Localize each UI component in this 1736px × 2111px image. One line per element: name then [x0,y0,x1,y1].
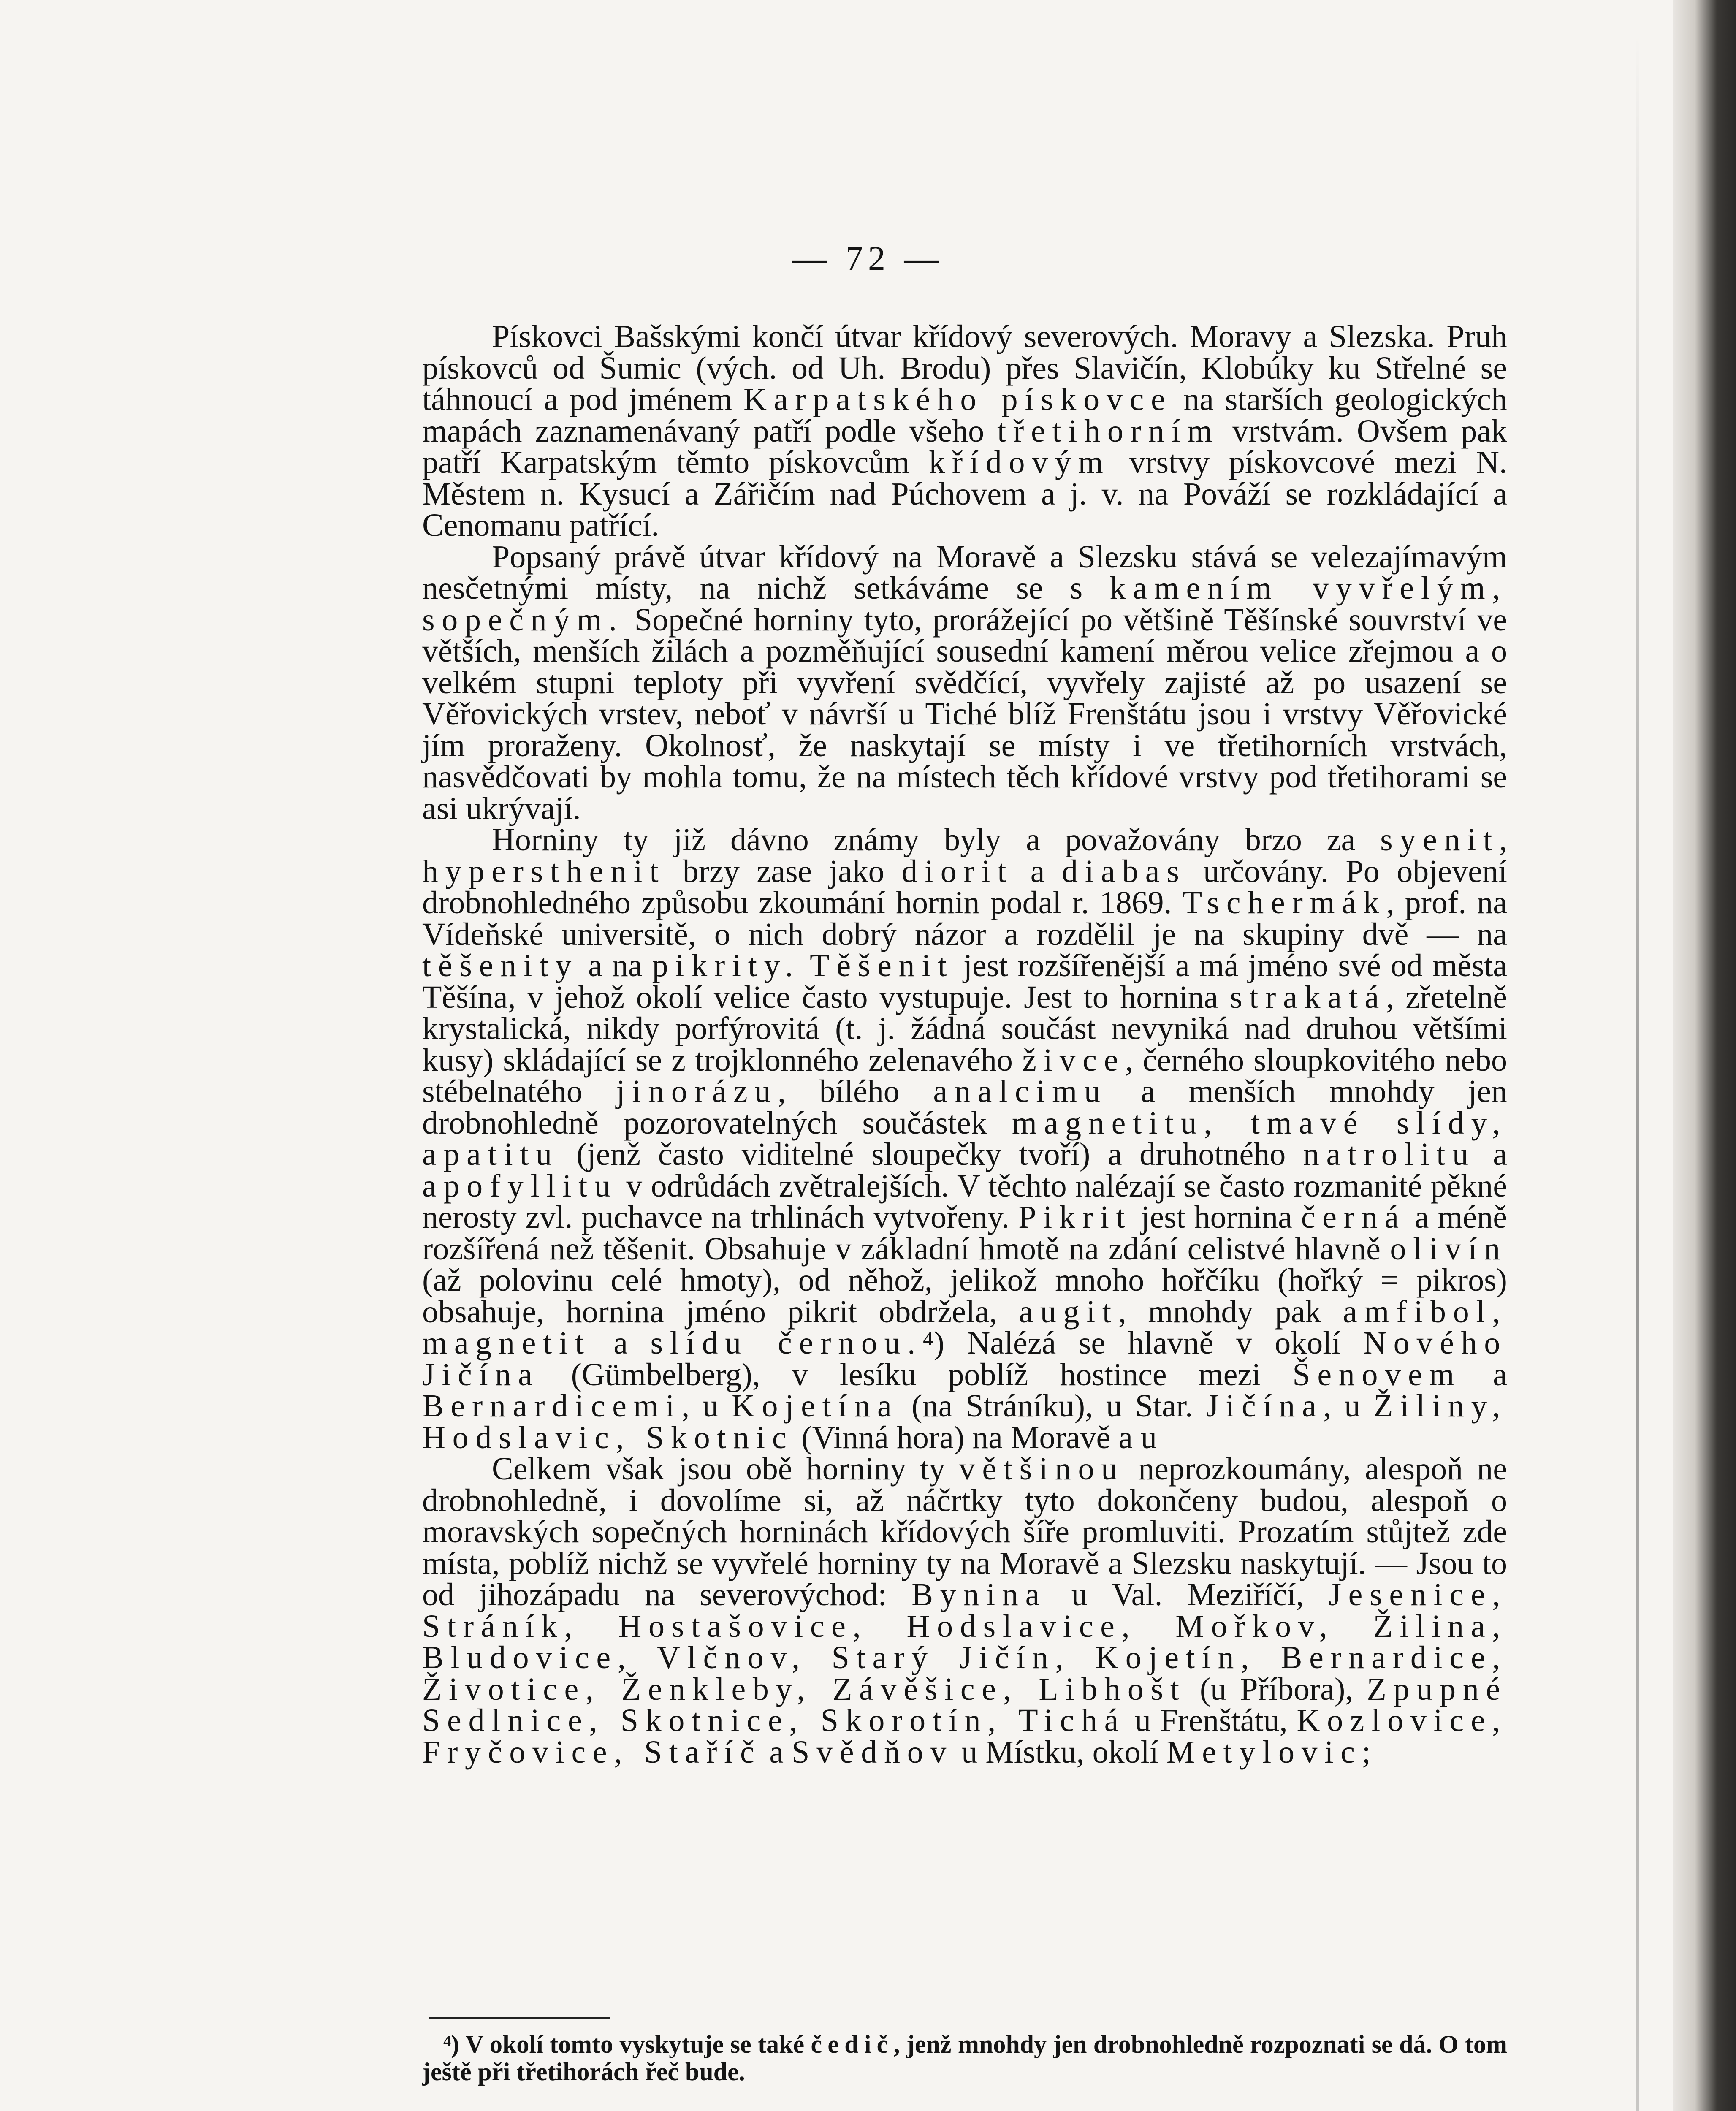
footnote-rule [429,2017,610,2019]
footnote [422,2031,1507,2086]
paragraph-3: Horniny ty již dávno známy byly a považovány brzo za syenit, hypersthenit brzy zase jako diorit a diabas určovány. Po objevení drobnohledného způsobu zkoumání hornin podal r. 1869. Tschermák, prof. na Vídeňské universitě, o nich dobrý názor a rozdělil je na skupiny dvě — na těšenity a na pikrity. Těšenit jest rozšířenější a má jméno své od města Těšína, v jehož okolí velice často vystupuje. Jest to hornina strakatá, zřetelně krystalická, nikdy porfýrovitá (t. j. žádná součást nevyniká nad druhou většími kusy) skládající se z trojklonného zelenavého živce, černého sloupkovitého nebo stébelnatého jinorázu, bílého analcimu a menších mnohdy jen drobnohledně pozorovatelných součástek magnetitu, tmavé slídy, apatitu (jenž často viditelné sloupečky tvoří) a druhotného natrolitu a apofyllitu v odrůdách zvětralejších. V těchto nalézají se často rozmanité pěkné nerosty zvl. puchavce na trhlinách vytvořeny. Pikrit jest hornina černá a méně rozšířená než těšenit. Obsahuje v základní hmotě na zdání celistvé hlavně olivín (až polovinu celé hmoty), od něhož, jelikož mnoho hořčíku (hořký = pikros) obsahuje, hornina jméno pikrit obdržela, augit, mnohdy pak amfibol, magnetit a slídu černou.⁴) Nalézá se hlavně v okolí Nového Jičína (Gümbelberg), v lesíku poblíž hostince mezi Šenovem a Bernardicemi, u Kojetína (na Stráníku), u Star. Jičína, u Žiliny, Hodslavic, Skotnic (Vinná hora) na Moravě a u [422,822,1508,1455]
book-spine-shadow [1673,0,1736,2111]
paragraph-2: Popsaný právě útvar křídový na Moravě a Slezsku stává se velezajímavým nesčetnými místy, na nichž setkáváme se s kamením vyvřelým, sopečným. Sopečné horniny tyto, prorážející po většině Těšínské souvrství ve větších, menších žilách a pozměňující sousední kamení měrou velice zřejmou a o velkém stupni teploty při vyvření svědčící, vyvřely zajisté až po usazení se Věřovických vrstev, neboť v návrší u Tiché blíž Frenštátu jsou i vrstvy Věřovické jím proraženy. Okolnosť, že naskytají se místy i ve třetihorních vrstvách, nasvědčovati by mohla tomu, že na místech těch křídové vrstvy pod třetihorami se asi ukrývají. [422,539,1507,826]
main-text [422,321,1507,1768]
page-number: — 72 — [792,239,944,277]
paragraph-1: Pískovci Bašskými končí útvar křídový severových. Moravy a Slezska. Pruh pískovců od Šumic (vých. od Uh. Brodu) přes Slavičín, Klobúky ku Střelné se táhnoucí a pod jménem Karpatského pískovce na starších geologických mapách zaznamenávaný patří podle všeho třetihorním vrstvám. Ovšem pak patří Karpatským těmto pískovcům křídovým vrstvy pískovcové mezi N. Městem n. Kysucí a Zářičím nad Púchovem a j. v. na Pováží se rozkládající a Cenomanu patřící. [422,319,1508,543]
footnote-text: ⁴) V okolí tomto vyskytuje se také čedič, jenž mnohdy jen drobnohledně rozpoznati se dá. O tom ještě při třetihorách řeč bude. [422,2030,1508,2086]
page-fold-line [1636,34,1639,2111]
paragraph-4: Celkem však jsou obě horniny ty většinou neprozkoumány, alespoň ne drobnohledně, i dovolíme si, až náčrtky tyto dokončeny budou, alespoň o moravských sopečných horninách křídových šíře promluviti. Prozatím stůjtež zde místa, poblíž nichž se vyvřelé horniny ty na Moravě a Slezsku naskytují. — Jsou to od jihozápadu na severovýchod: Bynina u Val. Meziříčí, Jesenice, Stráník, Hostašovice, Hodslavice, Mořkov, Žilina, Bludovice, Vlčnov, Starý Jičín, Kojetín, Bernardice, Životice, Ženkleby, Závěšice, Libhošt (u Příbora), Zpupné Sedlnice, Skotnice, Skorotín, Tichá u Frenštátu, Kozlovice, Fryčovice, Staříč a Svědňov u Místku, okolí Metylovic; [422,1451,1507,1770]
